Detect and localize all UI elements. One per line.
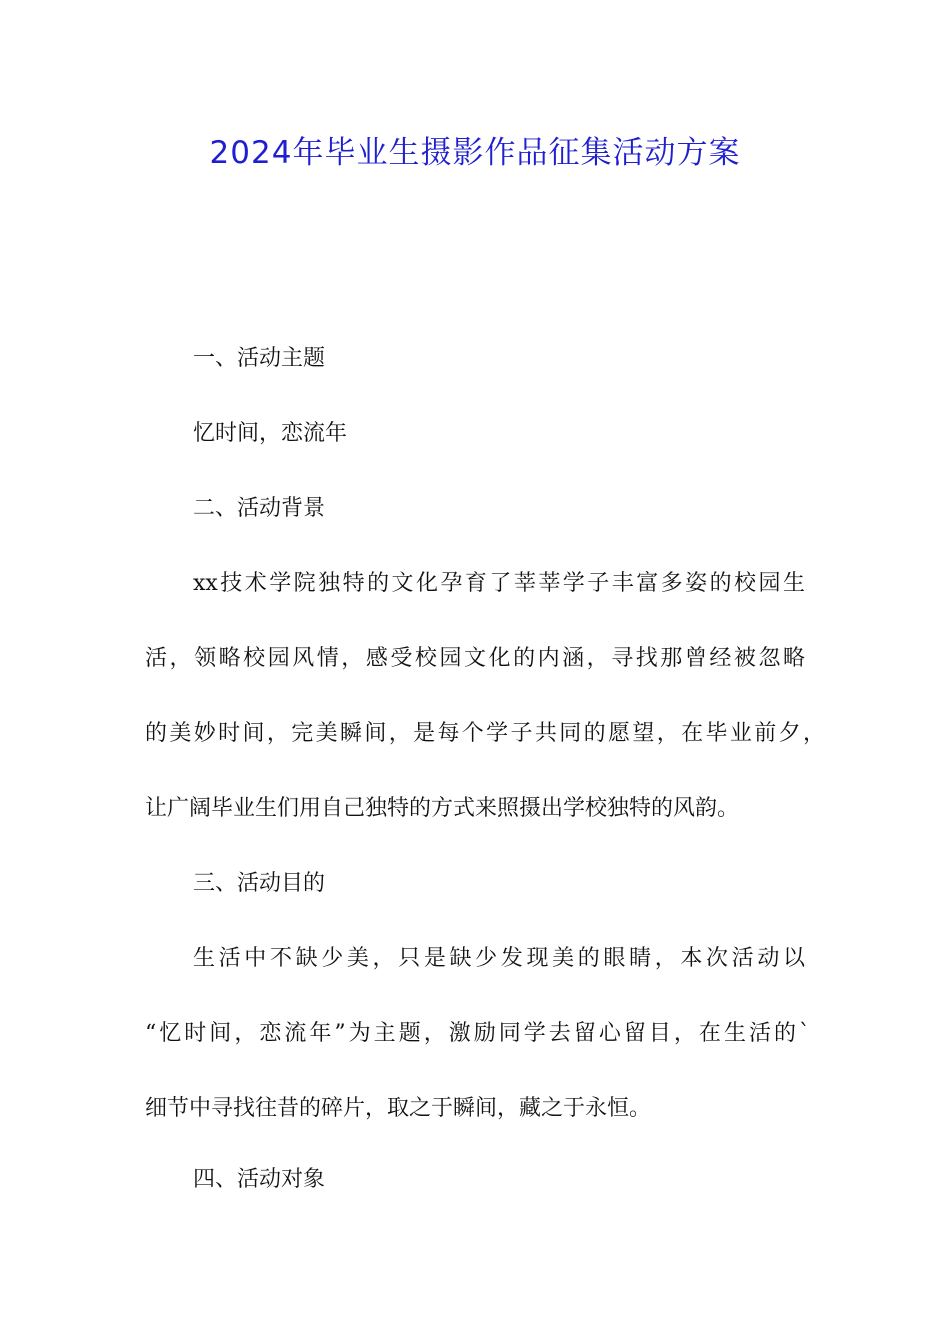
section-heading-theme: 一、活动主题 xyxy=(193,346,326,371)
background-paragraph-line-1: xx技术学院独特的文化孕育了莘莘学子丰富多姿的校园生 xyxy=(193,571,805,596)
section-heading-background: 二、活动背景 xyxy=(193,496,326,521)
background-paragraph-line-2: 活，领略校园风情，感受校园文化的内涵，寻找那曾经被忽略 xyxy=(145,646,805,671)
background-paragraph-line-3: 的美妙时间，完美瞬间，是每个学子共同的愿望，在毕业前夕， xyxy=(145,721,825,746)
theme-text: 忆时间，恋流年 xyxy=(193,421,348,446)
section-heading-purpose: 三、活动目的 xyxy=(193,871,326,896)
purpose-paragraph-line-1: 生活中不缺少美，只是缺少发现美的眼睛，本次活动以 xyxy=(193,946,805,971)
purpose-paragraph-line-3: 细节中寻找往昔的碎片，取之于瞬间，藏之于永恒。 xyxy=(145,1096,652,1121)
purpose-paragraph-line-2: “忆时间，恋流年”为主题，激励同学去留心留目，在生活的` xyxy=(145,1021,810,1046)
background-paragraph-line-4: 让广阔毕业生们用自己独特的方式来照摄出学校独特的风韵。 xyxy=(145,796,740,821)
document-title: 2024年毕业生摄影作品征集活动方案 xyxy=(209,135,741,171)
section-heading-audience: 四、活动对象 xyxy=(193,1167,326,1192)
